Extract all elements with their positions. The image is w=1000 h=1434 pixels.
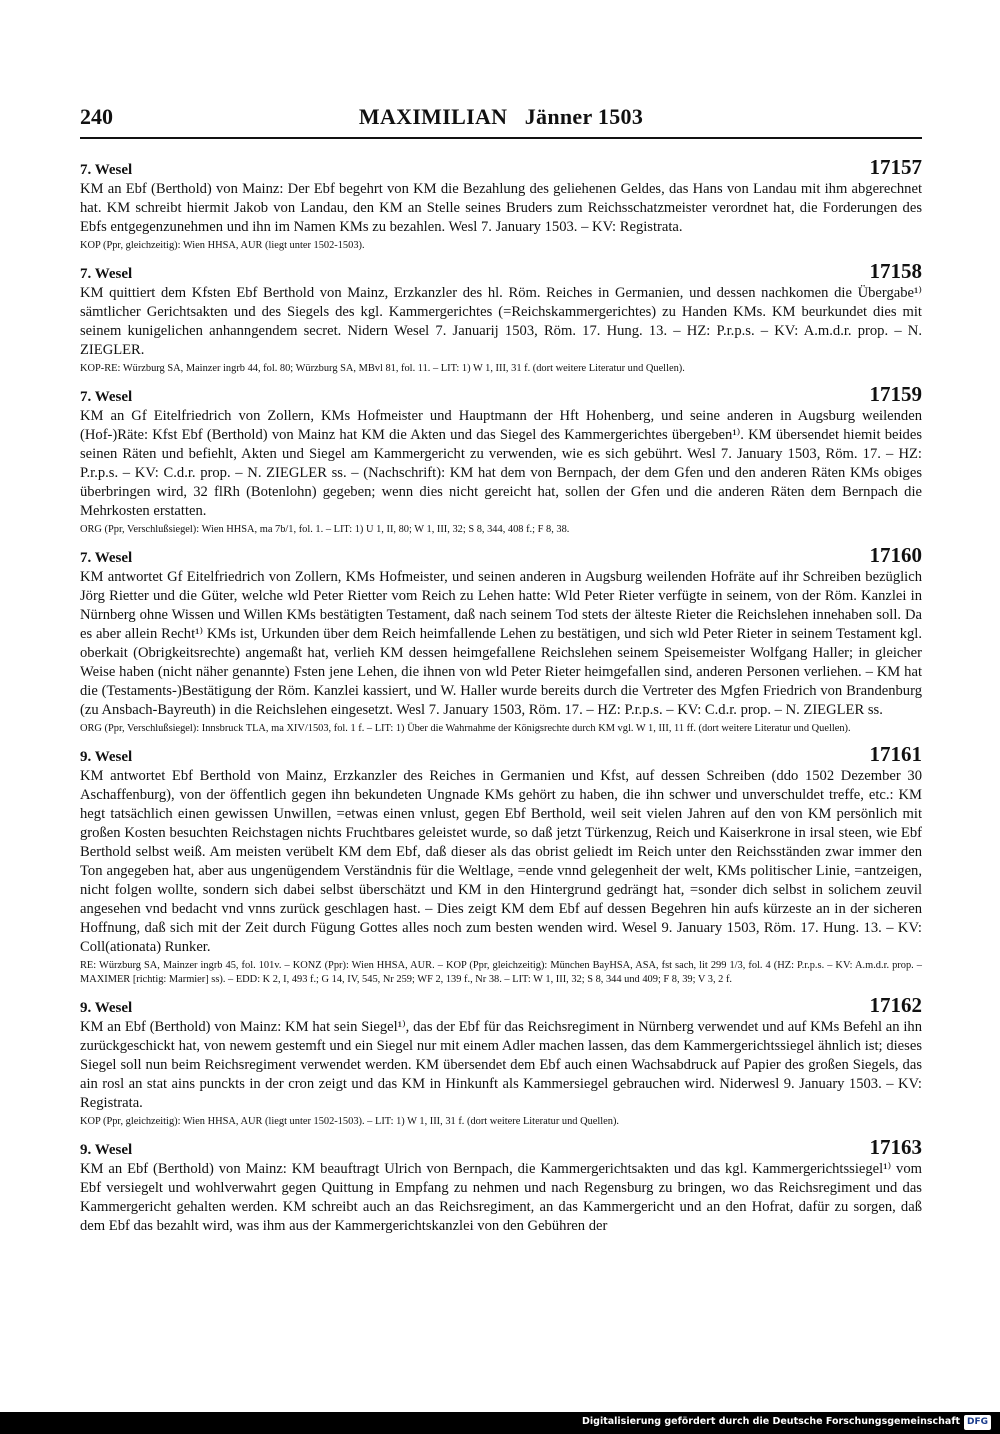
entry-number: 17161 bbox=[869, 742, 922, 766]
entry-17160 bbox=[80, 543, 922, 736]
entry-text: KM antwortet Ebf Berthold von Mainz, Erzkanzler des Reiches in Germanien und Kfst, auf dessen Schreiben (ddo 1502 Dezember 30 Aschaffenburg), von der öffentlich gegen ihn bekundeten Ungnade KMs gehört zu haben, die ihn schwer und unverschuldet treffe, etc.: KM hegt tatsächlich einen gewissen Unwillen, =etwas einen vnlust, gegen Ebf Berthold, weil seit vielen Jahren auf den von KM persönlich mit großen Kosten besuchten Reichstagen nichts Fruchtbares geleistet wurde, so daß jetzt Türkenzug, Reich und Kaiserkrone in irsal steen, wie Ebf Berthold selbst weiß. Am meisten verübelt KM dem Ebf, daß dieser als das obrist geliedt im Reich unter den Reichsständen zwar immer den Ton angegeben hat, aber aus ungenügendem Verständnis für die Weltlage, =ende vnnd gelegenheit der welt, KMs politischer Linie, =antzeigen, nicht folgen wollte, sondern sich dabei selbst überschätzt und KM in den Hintergrund gedrängt hat, =sonder dich selbst in solichem zeuvil angesehen vnd bedacht vnd vnns zurück geschlagen hast. – Dies zeigt KM dem Ebf auf dessen Begehren hin aufs kürzeste an in der sicheren Hoffnung, daß sich mit der Zeit durch Fügung Gottes alles noch zum besten wenden wird. Wesel 9. January 1503, Röm. 17. Hung. 13. – KV: Coll(ationata) Runker. bbox=[80, 768, 922, 955]
page-header bbox=[80, 104, 922, 138]
footer-bar bbox=[0, 1412, 1000, 1434]
entry-date-place: 9. Wesel bbox=[80, 1142, 133, 1158]
entry-text: KM an Ebf (Berthold) von Mainz: KM hat sein Siegel¹⁾, das der Ebf für das Reichsregiment in Nürnberg verwendet und auf KMs Befehl an ihn zurückgeschickt hat, von newem gestemft und ein Siegel nur mit einem Adler machen lassen, das dem Kammergerichtssiegel ähnlich ist; dieses Siegel soll nun beim Reichsregiment verwendet werden. KM übersendet dem Ebf auch einen Wachsabdruck auf Papier des großen Siegels, das ain rosl an stat ains punckts in der cron zeigt und das KM in Hinkunft als Kammersiegel gebrauchen wird. Niderwesl 9. January 1503. – KV: Registrata. bbox=[80, 1019, 922, 1111]
entry-text: KM an Ebf (Berthold) von Mainz: KM beauftragt Ulrich von Bernpach, die Kammergerichtsakten und das kgl. Kammergerichtssiegel¹⁾ vom Ebf versiegelt und wohlverwahrt gegen Quittung in Empfang zu nehmen und nach Regensburg zu bringen, wo das Reichsregiment und das Kammergericht gehalten werden. KM schreibt auch an das Reichsregiment, an das Kammergericht und an den Hofrat, dafür zu sorgen, daß dem Ebf das bezahlt wird, was ihm aus der Kammergerichtskanzlei von den Gebühren der bbox=[80, 1161, 922, 1234]
entry-date-place: 7. Wesel bbox=[80, 550, 133, 566]
header-rule bbox=[80, 137, 922, 139]
entry-source: KOP-RE: Würzburg SA, Mainzer ingrb 44, fol. 80; Würzburg SA, MBvl 81, fol. 11. – LIT: 1) W 1, III, 31 f. (dort weitere Literatur und Quellen). bbox=[80, 363, 685, 374]
entry-source: RE: Würzburg SA, Mainzer ingrb 45, fol. 101v. – KONZ (Ppr): Wien HHSA, AUR. – KOP (Ppr, gleichzeitig): München BayHSA, ASA, fst sach, lit 299 1/3, fol. 4 (HZ: P.r.p.s. – KV: A.m.d.r. prop. – MAXIMER [richtig: Marmier] ss). – EDD: K 2, I, 493 f.; G 14, IV, 545, Nr 259; WF 2, 139 f., Nr 38. – LIT: W 1, III, 32; S 8, 344 und 409; F 8, 39; V 3, 2 f. bbox=[80, 960, 922, 985]
entry-head bbox=[80, 259, 922, 284]
entry-date-place: 9. Wesel bbox=[80, 1000, 133, 1016]
entry-source: KOP (Ppr, gleichzeitig): Wien HHSA, AUR (liegt unter 1502-1503). – LIT: 1) W 1, III, 31 f. (dort weitere Literatur und Quellen). bbox=[80, 1116, 620, 1127]
entry-source: ORG (Ppr, Verschlußsiegel): Innsbruck TLA, ma XIV/1503, fol. 1 f. – LIT: 1) Über die Wahrnahme der Königsrechte durch KM vgl. W 1, III, 11 ff. (dort weitere Literatur und Quellen). bbox=[80, 723, 851, 734]
entry-date-place: 7. Wesel bbox=[80, 389, 133, 405]
entry-17159 bbox=[80, 382, 922, 537]
entry-head bbox=[80, 993, 922, 1018]
entry-head bbox=[80, 382, 922, 407]
entry-text: KM antwortet Gf Eitelfriedrich von Zollern, KMs Hofmeister, und seinen anderen in Augsburg weilenden Hofräte auf ihr Schreiben bezüglich Jörg Rietter und die Güter, welche wld Peter Rietter vom Reich zu Lehen hatte: Wld Peter Rieter verfügte in seinem, von der Röm. Kanzlei in Nürnberg ohne Wissen und Willen KMs bestätigten Testament, daß nach seinem Tod stets der älteste Rieter die Reichslehen innehaben soll. Da es aber allein Recht¹⁾ KMs ist, Urkunden über dem Reich heimfallende Lehen zu bestätigen, und sich wld Peter Rieter in seinem Testament kgl. oberkait (Obrigkeitsrechte) angemaßt hat, verlieh KM dessen heimgefallene Reichslehen seinem Speisemeister Wolfgang Haller; in gleicher Weise haben (nicht näher genannte) Fsten jene Lehen, die ihnen von wld Peter Rieter heimgefallen sind, anderen Personen verliehen. – KM hat die (Testaments-)Bestätigung der Röm. Kanzlei kassiert, und W. Haller wurde bereits durch die Vertreter des Mgfen Friedrich von Brandenburg (zu Ansbach-Bayreuth) in die Reichslehen eingesetzt. Wesl 7. January 1503, Röm. 17. – HZ: P.r.p.s. – KV: C.d.r. prop. – N. ZIEGLER ss. bbox=[80, 569, 922, 718]
entry-number: 17158 bbox=[869, 259, 922, 283]
entry-17161 bbox=[80, 742, 922, 987]
entries-list bbox=[80, 155, 922, 1245]
entry-17162 bbox=[80, 993, 922, 1129]
entry-head bbox=[80, 543, 922, 568]
entry-head bbox=[80, 742, 922, 767]
page-number: 240 bbox=[80, 104, 113, 129]
entry-number: 17163 bbox=[869, 1135, 922, 1159]
entry-text: KM quittiert dem Kfsten Ebf Berthold von Mainz, Erzkanzler des hl. Röm. Reiches in Germanien, und dessen nachkomen die Übergabe¹⁾ sämtlicher Gerichtsakten und des Siegels des kgl. Kammergerichtes (=Reichskammergerichtes) zu Handen KMs. KM beurkundet dies mit seinem kunigelichen anhanngendem secret. Nidern Wesel 7. Januarij 1503, Röm. 17. Hung. 13. – HZ: P.r.p.s. – KV: A.m.d.r. prop. – N. ZIEGLER. bbox=[80, 285, 922, 358]
entry-date-place: 7. Wesel bbox=[80, 266, 133, 282]
entry-date-place: 7. Wesel bbox=[80, 162, 133, 178]
entry-source: ORG (Ppr, Verschlußsiegel): Wien HHSA, ma 7b/1, fol. 1. – LIT: 1) U 1, II, 80; W 1, III, 32; S 8, 344, 408 f.; F 8, 38. bbox=[80, 524, 570, 535]
dfg-logo[interactable]: DFG bbox=[964, 1415, 991, 1430]
entry-head bbox=[80, 1135, 922, 1160]
entry-17158 bbox=[80, 259, 922, 376]
entry-date-place: 9. Wesel bbox=[80, 749, 133, 765]
entry-head bbox=[80, 155, 922, 180]
entry-number: 17162 bbox=[869, 993, 922, 1017]
entry-text: KM an Gf Eitelfriedrich von Zollern, KMs Hofmeister und Hauptmann der Hft Hohenberg, und seine anderen in Augsburg weilenden (Hof-)Räte: Kfst Ebf (Berthold) von Mainz hat KM die Akten und das Siegel des Kammergerichtes übergeben¹⁾. KM übersendet hiemit beides seinen Räten und befiehlt, Akten und Siegel am Kammergericht zu verwenden, wie es sich gebührt. Wesl 7. January 1503, Röm. 17. – HZ: P.r.p.s. – KV: C.d.r. prop. – N. ZIEGLER ss. – (Nachschrift): KM hat dem von Bernpach, der dem Gfen und den anderen Räten KMs obiges überbringen wird, 32 flRh (Botenlohn) gegeben; wenn dies nicht gereicht hat, sollen der Gfen und die anderen Räten dem Bernpach die Mehrkosten erstatten. bbox=[80, 408, 922, 519]
entry-text: KM an Ebf (Berthold) von Mainz: Der Ebf begehrt von KM die Bezahlung des geliehenen Geldes, das Hans von Landau mit ihm abgerechnet hat. KM schreibt hiermit Jakob von Landau, den KM an Stelle seines Bruders zum Reichsschatzmeister verordnet hat, die Forderungen des Ebfs entgegenzunehmen und ihn im Namen KMs zu bezahlen. Wesl 7. January 1503. – KV: Registrata. bbox=[80, 181, 922, 235]
entry-number: 17157 bbox=[869, 155, 922, 179]
running-title: MAXIMILIAN Jänner 1503 bbox=[358, 104, 644, 129]
footer-credit: Digitalisierung gefördert durch die Deutsche Forschungsgemeinschaft bbox=[582, 1416, 960, 1427]
entry-17157 bbox=[80, 155, 922, 253]
entry-17163 bbox=[80, 1135, 922, 1236]
entry-number: 17159 bbox=[869, 382, 922, 406]
entry-number: 17160 bbox=[869, 543, 922, 567]
entry-source: KOP (Ppr, gleichzeitig): Wien HHSA, AUR (liegt unter 1502-1503). bbox=[80, 240, 365, 251]
